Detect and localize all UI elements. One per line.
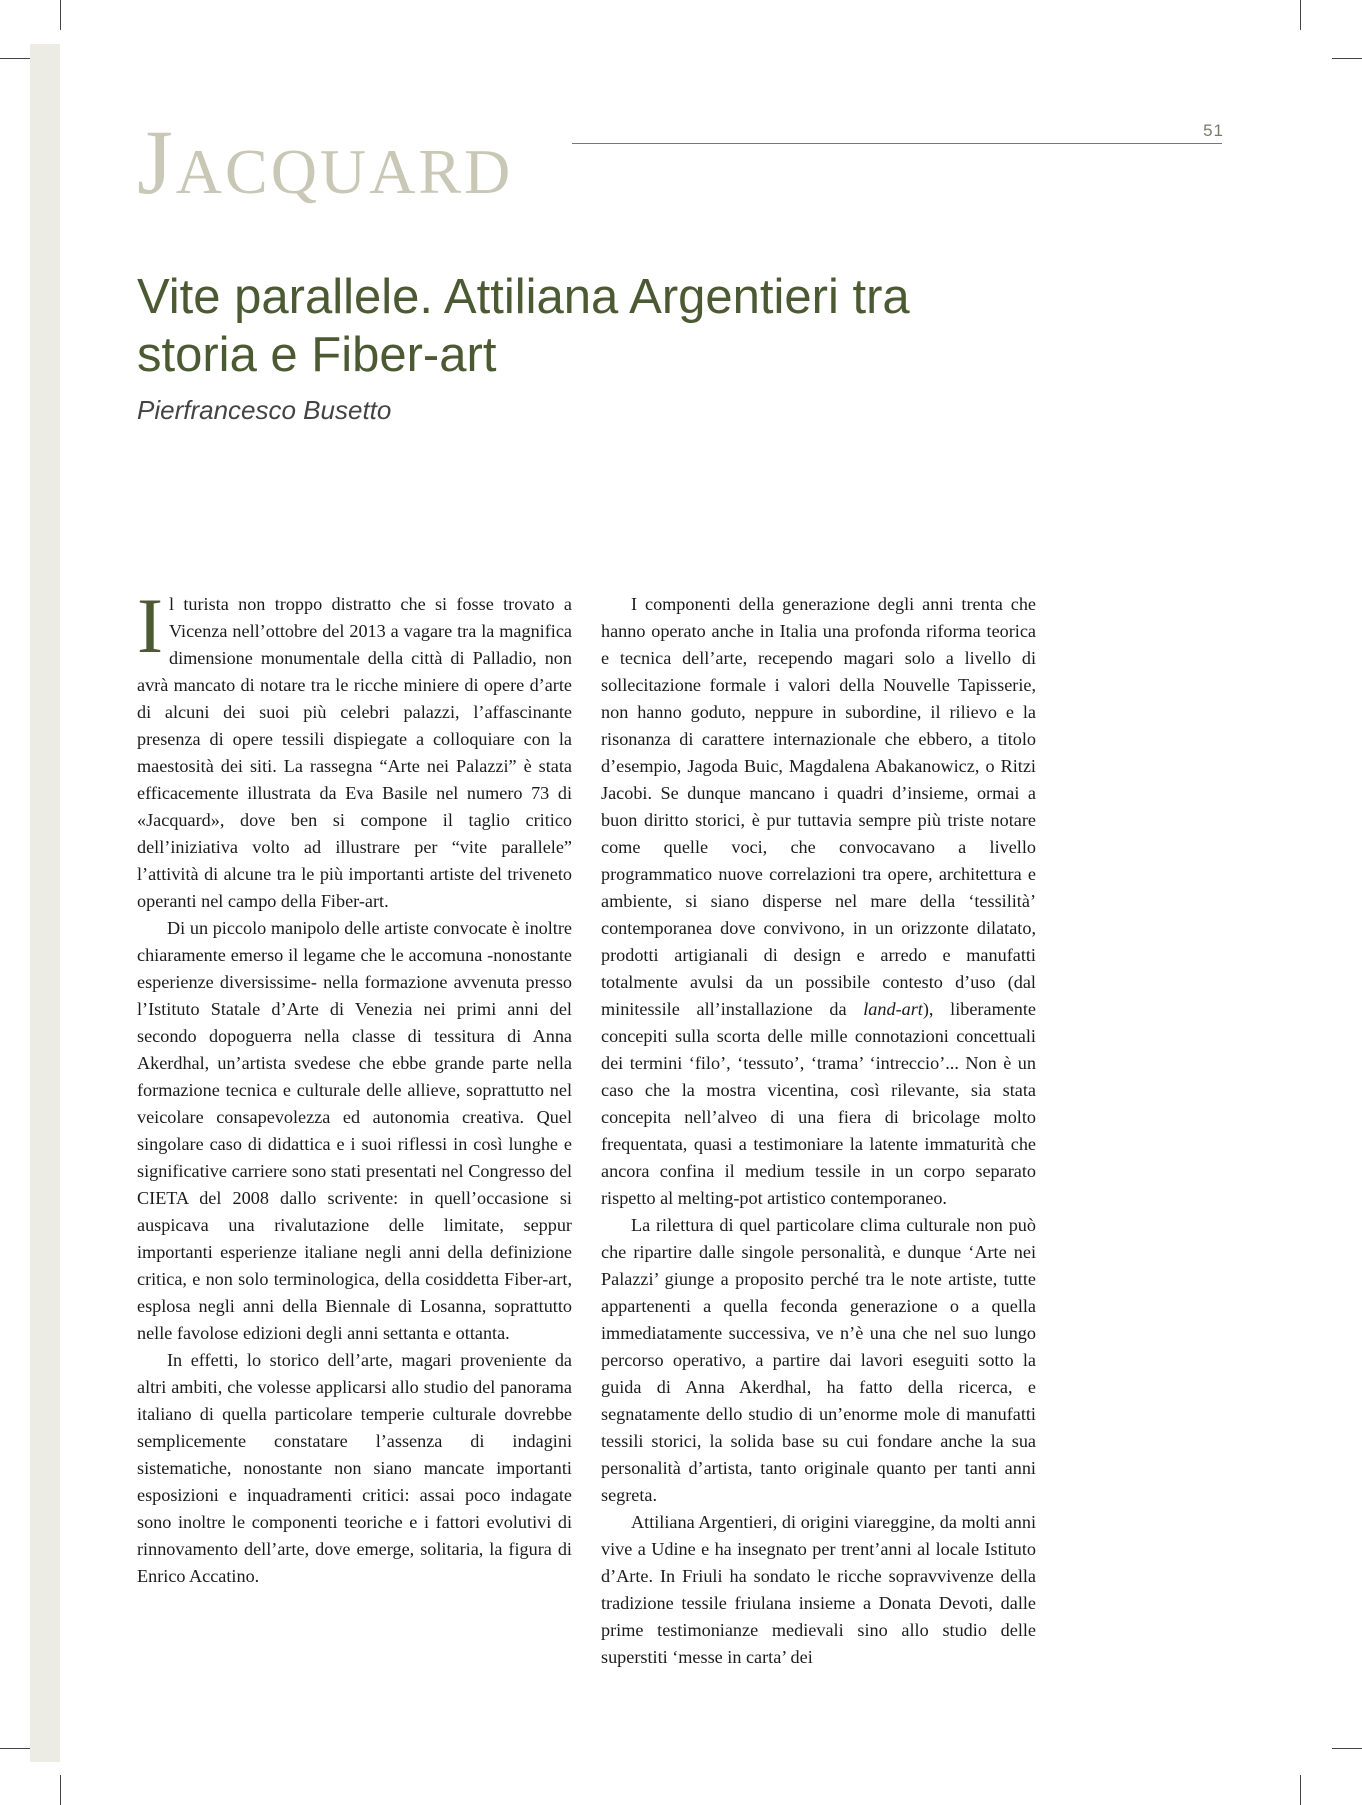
- crop-mark: [60, 0, 61, 30]
- paragraph: La rilettura di quel particolare clima culturale non può che ripartire dalle singole personalità, e dunque ‘Arte nei Palazzi’ giunge a proposito perché tra le note artiste, tutte appartenenti a quella feconda generazione o a quella immediatamente successiva, ve n’è una che nel suo lungo percorso operativo, a partire dai lavori eseguiti sotto la guida di Anna Akerdhal, ha fatto della ricerca, e segnatamente dello studio di un’enorme mole di manufatti tessili storici, la solida base su cui fondare anche la sua personalità d’artista, tanto originale quanto per tanti anni segreta.: [601, 1215, 1036, 1505]
- crop-mark: [1332, 1748, 1362, 1749]
- article-author: Pierfrancesco Busetto: [137, 395, 392, 425]
- crop-mark: [1300, 0, 1301, 30]
- paragraph: Il turista non troppo distratto che si fosse trovato a Vicenza nell’ottobre del 2013 a vagare tra la magnifica dimensione monumentale della città di Palladio, non avrà mancato di notare tra le ricche miniere di opere d’arte di alcuni dei suoi più celebri palazzi, l’affascinante presenza di opere tessili dispiegate a colloquiare con la maestosità dei siti. La rassegna “Arte nei Palazzi” è stata efficacemente illustrata da Eva Basile nel numero 73 di «Jacquard», dove ben si compone il taglio critico dell’iniziativa volto ad illustrare per “vite parallele” l’attività di alcune tra le più importanti artiste del triveneto operanti nel campo della Fiber-art.: [137, 582, 572, 911]
- article-title: Vite parallele. Attiliana Argentieri tra storia e Fiber-art: [137, 270, 910, 382]
- crop-mark: [0, 1748, 30, 1749]
- italic-term: land-art: [863, 999, 923, 1019]
- text-column-right: [601, 591, 1036, 1671]
- drop-cap: I: [137, 582, 163, 669]
- header-rule: [572, 143, 1222, 144]
- crop-mark: [1332, 58, 1362, 59]
- magazine-masthead: Jacquard: [137, 111, 514, 213]
- text-column-left: [137, 582, 572, 1590]
- crop-mark: [1300, 1775, 1301, 1805]
- paragraph: Attiliana Argentieri, di origini viareggine, da molti anni vive a Udine e ha insegnato per trent’anni al locale Istituto d’Arte. In Friuli ha sondato le ricche sopravvivenze della tradizione tessile friulana insieme a Donata Devoti, dalle prime testimonianze medievali sino allo studio delle superstiti ‘messe in carta’ dei: [601, 1512, 1036, 1667]
- crop-mark: [0, 58, 30, 59]
- paragraph: I componenti della generazione degli anni trenta che hanno operato anche in Italia una profonda riforma teorica e tecnica dell’arte, recependo magari solo a livello di sollecitazione formale i valori della Nouvelle Tapisserie, non hanno goduto, neppure in subordine, il rilievo e la risonanza di carattere internazionale che ebbero, a titolo d’esempio, Jagoda Buic, Magdalena Abakanowicz, o Ritzi Jacobi. Se dunque mancano i quadri d’insieme, ormai a buon diritto storici, è pur tuttavia sempre più triste notare come quelle voci, che convocavano a livello programmatico nuove correlazioni tra opere, architettura e ambiente, si siano disperse nel mare della ‘tessilità’ contemporanea dove convivono, in un orizzonte dilatato, prodotti artigianali di design e arredo e manufatti totalmente avulsi da un possibile contesto d’uso (dal minitessile all’installazione da land-art), liberamente concepiti sulla scorta delle mille connotazioni concettuali dei termini ‘filo’, ‘tessuto’, ‘trama’ ‘intreccio’... Non è un caso che la mostra vicentina, così rilevante, sia stata concepita nell’alveo di una fiera di bricolage molto frequentata, quasi a testimoniare la latente immaturità che ancora confina il medium tessile in un corpo separato rispetto al melting-pot artistico contemporaneo.: [601, 594, 1037, 1208]
- paragraph: Di un piccolo manipolo delle artiste convocate è inoltre chiaramente emerso il legame che le accomuna -nonostante esperienze diversissime- nella formazione avvenuta presso l’Istituto Statale d’Arte di Venezia nei primi anni del secondo dopoguerra nella classe di tessitura di Anna Akerdhal, un’artista svedese che ebbe grande parte nella formazione tecnica e culturale delle allieve, soprattutto nel veicolare consapevolezza ed autonomia creativa. Quel singolare caso di didattica e i suoi riflessi in così lunghe e significative carriere sono stati presentati nel Congresso del CIETA del 2008 dallo scrivente: in quell’occasione si auspicava una rivalutazione delle limitate, seppur importanti esperienze italiane negli anni della definizione critica, e non solo terminologica, della cosiddetta Fiber-art, esplosa negli anni della Biennale di Losanna, soprattutto nelle favolose edizioni degli anni settanta e ottanta.: [137, 918, 572, 1343]
- crop-mark: [60, 1775, 61, 1805]
- paragraph: In effetti, lo storico dell’arte, magari proveniente da altri ambiti, che volesse applicarsi allo studio del panorama italiano di quella particolare temperie culturale dovrebbe semplicemente constatare l’assenza di indagini sistematiche, nonostante non siano mancate importanti esposizioni e inquadramenti critici: assai poco indagate sono inoltre le componenti teoriche e i fattori evolutivi di rinnovamento dell’arte, dove emerge, solitaria, la figura di Enrico Accatino.: [137, 1350, 572, 1586]
- page-number: 51: [1203, 121, 1224, 140]
- page-edge-band: [30, 44, 60, 1762]
